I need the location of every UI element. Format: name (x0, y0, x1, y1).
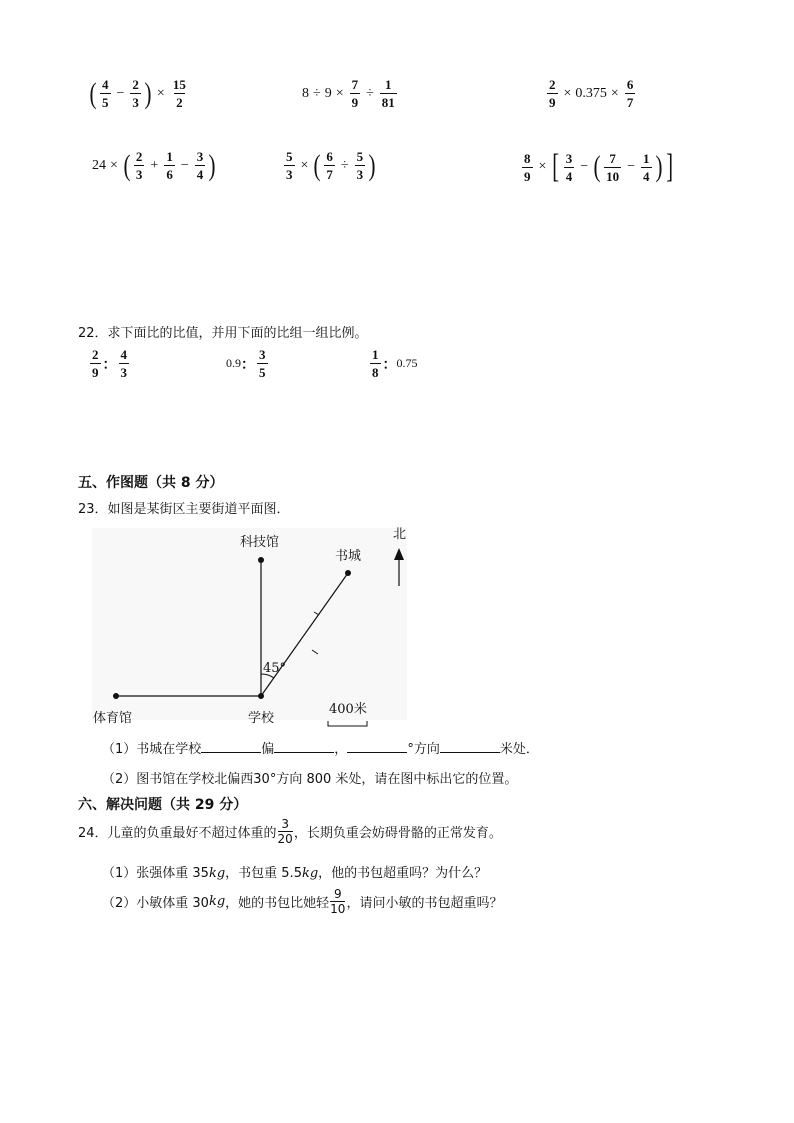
expression-4: 24 × ( $\frac{2}{3}$ + $\frac{1}{6}$ − $\frac{3}{4}$ ) (92, 148, 216, 182)
ratio-2: 0.9 ： $\frac{3}{5}$ (226, 347, 266, 380)
answer-blank[interactable] (201, 740, 261, 753)
expression-6: $\frac{8}{9}$ × [ $\frac{3}{4}$ − ( $\frac{7}{10}$ − $\frac{1}{4}$ ) ] (524, 148, 673, 185)
section-5-heading: 五、作图题（共 8 分） (78, 475, 224, 491)
expression-1: ( $\frac{4}{5}$ − $\frac{2}{3}$ ) × $\frac{15}{2}$ (89, 76, 186, 110)
question-24-text: 24．儿童的负重最好不超过体重的 3 20 ，长期负重会妨碍骨骼的正常发育。 (78, 817, 502, 846)
point-xuexiao (258, 693, 264, 699)
street-map-diagram (80, 520, 420, 730)
fraction: $\frac{6}{7}$ (326, 149, 333, 182)
fraction: $\frac{15}{2}$ (172, 77, 186, 110)
fraction: $\frac{5}{3}$ (286, 149, 293, 182)
fraction: $\frac{1}{81}$ (381, 77, 395, 110)
section-6-heading: 六、解决问题（共 29 分） (78, 797, 248, 813)
fraction: $\frac{2}{3}$ (132, 77, 139, 110)
fraction: $\frac{3}{4}$ (196, 149, 204, 182)
scale-bar (328, 721, 367, 726)
label-north: 北 (393, 527, 407, 542)
fraction: $\frac{3}{4}$ (565, 150, 573, 184)
label-angle: 45° (263, 661, 287, 676)
label-tiyuguan: 体育馆 (93, 711, 133, 726)
label-kejiguan: 科技馆 (240, 535, 280, 550)
point-shucheng (345, 570, 351, 576)
expression-3: $\frac{2}{9}$ × 0.375 × $\frac{6}{7}$ (549, 77, 634, 110)
fraction: $\frac{2}{9}$ (549, 77, 556, 110)
expression-5: $\frac{5}{3}$ × ( $\frac{6}{7}$ ÷ $\frac{5}{3}$ ) (286, 148, 376, 182)
label-xuexiao: 学校 (248, 711, 275, 726)
answer-blank[interactable] (274, 740, 334, 753)
fraction: $\frac{7}{9}$ (351, 77, 359, 110)
fraction: $\frac{1}{6}$ (166, 149, 173, 182)
fraction: $\frac{4}{5}$ (102, 77, 109, 110)
fraction: $\frac{7}{10}$ (606, 150, 620, 184)
fraction: $\frac{8}{9}$ (524, 150, 531, 184)
question-23-sub-1: （1）书城在学校 偏 ， °方向 米处． (102, 742, 539, 757)
fraction: $\frac{5}{3}$ (356, 149, 364, 182)
answer-blank[interactable] (440, 740, 500, 753)
expression-2: 8 ÷ 9 × $\frac{7}{9}$ ÷ $\frac{1}{81}$ (302, 77, 395, 110)
question-22-text: 22．求下面比的比值，并用下面的比组一组比例。 (78, 326, 368, 341)
fraction: $\frac{1}{4}$ (643, 150, 650, 184)
question-24-sub-2: （2）小敏体重 30 kg ，她的书包比她轻 9 10 ，请问小敏的书包超重吗？ (102, 887, 503, 916)
ratio-1: $\frac{2}{9}$ ： $\frac{4}{3}$ (92, 347, 127, 380)
question-23-text: 23．如图是某街区主要街道平面图． (78, 502, 290, 517)
label-shucheng: 书城 (335, 549, 362, 564)
point-kejiguan (258, 557, 264, 563)
fraction: $\frac{6}{7}$ (626, 77, 634, 110)
question-24-sub-1: （1）张强体重 35kg，书包重 5.5kg，他的书包超重吗？为什么？ (102, 866, 488, 881)
question-23-sub-2: （2）图书馆在学校北偏西30°方向 800 米处，请在图中标出它的位置。 (102, 772, 518, 787)
fraction: $\frac{2}{3}$ (135, 149, 143, 182)
point-tiyuguan (113, 693, 119, 699)
ratio-3: $\frac{1}{8}$ ： 0.75 (372, 347, 418, 380)
label-scale: 400米 (329, 702, 367, 717)
answer-blank[interactable] (347, 740, 407, 753)
